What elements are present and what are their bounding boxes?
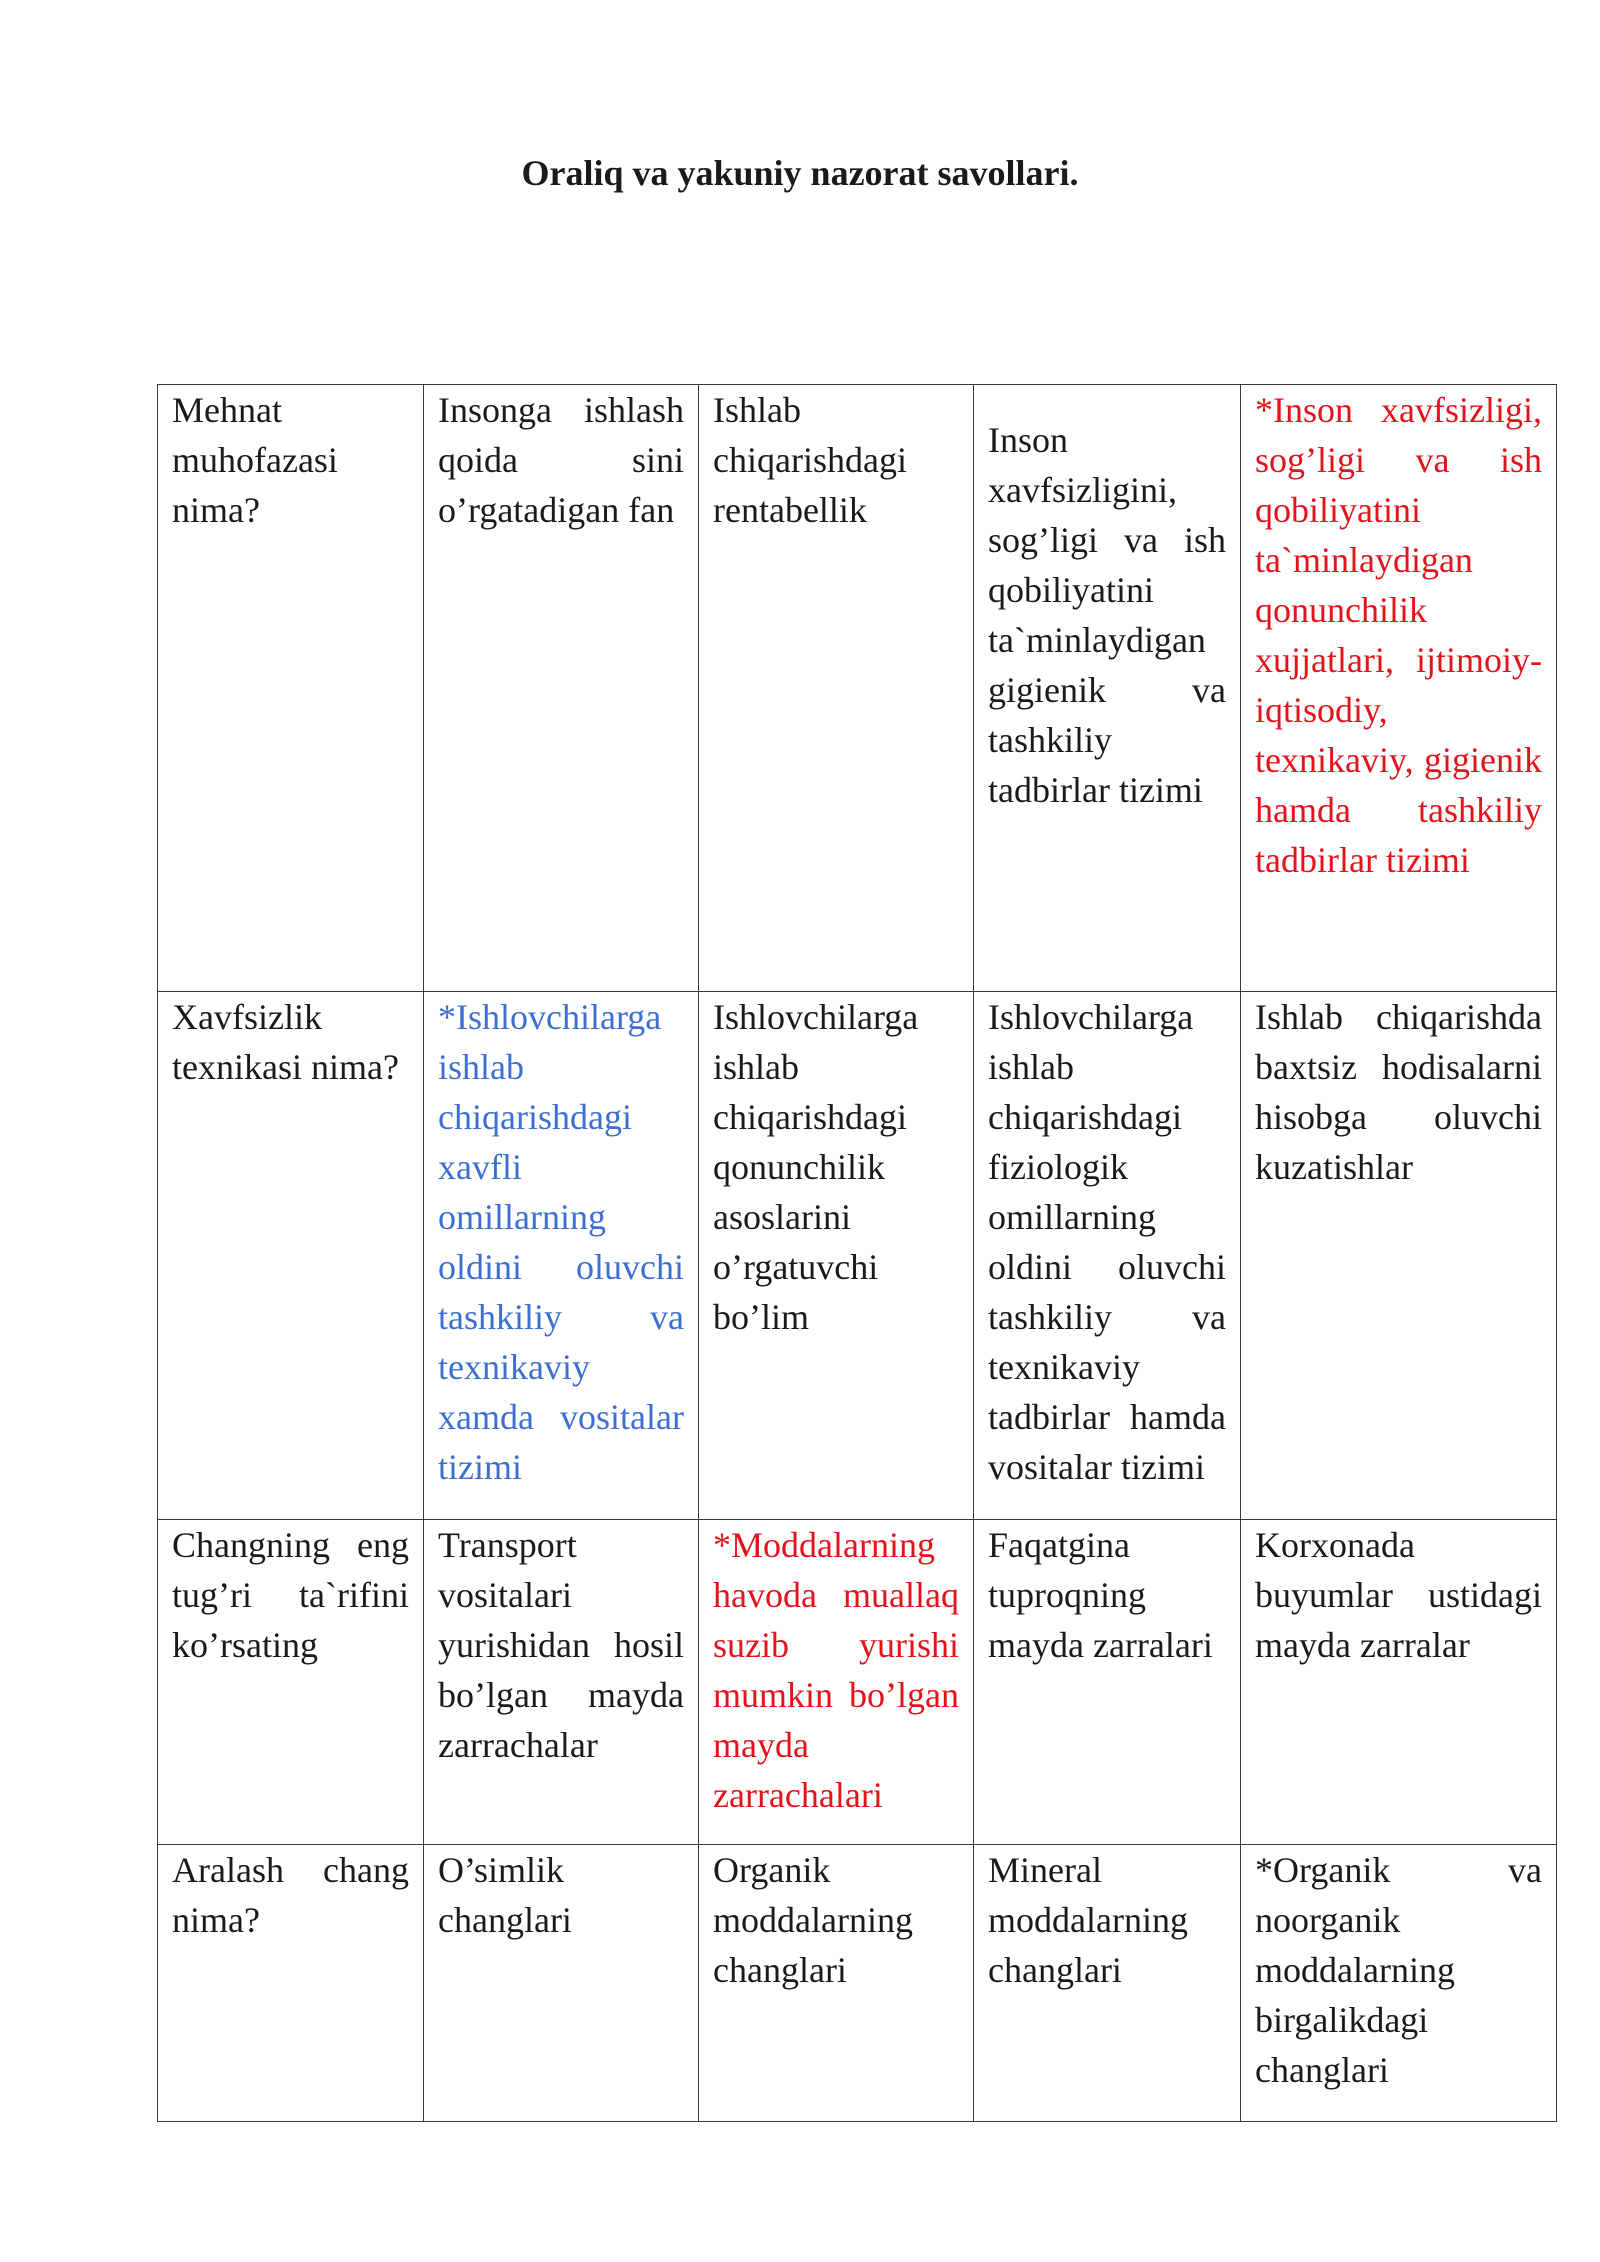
answer-option: O’simlik changlari <box>424 1845 699 2122</box>
question-cell: Aralash chang nima? <box>158 1845 424 2122</box>
page-title: Oraliq va yakuniy nazorat savollari. <box>521 153 1079 193</box>
answer-option: Ishlovchilarga ishlab chiqarishdagi qonunchilik asoslarini o’rgatuvchi bo’lim <box>699 992 974 1520</box>
answer-option: Ishlab chiqarishda baxtsiz hodisalarni hisobga oluvchi kuzatishlar <box>1241 992 1557 1520</box>
answer-option: Organik moddalarning changlari <box>699 1845 974 2122</box>
answer-option: Mineral moddalarning changlari <box>974 1845 1241 2122</box>
answer-option: Ishlovchilarga ishlab chiqarishdagi fiziologik omillarning oldini oluvchi tashkiliy va texnikaviy tadbirlar hamda vositalar tizimi <box>974 992 1241 1520</box>
answer-option: Korxonada buyumlar ustidagi mayda zarralar <box>1241 1520 1557 1845</box>
correct-answer-option: *Organik va noorganik moddalarning birgalikdagi changlari <box>1241 1845 1557 2122</box>
table-row <box>158 385 1557 992</box>
table-row <box>158 1845 1557 2122</box>
answer-option: Faqatgina tuproqning mayda zarralari <box>974 1520 1241 1845</box>
answer-option: Insonga ishlash qoida sini o’rgatadigan fan <box>424 385 699 992</box>
correct-answer-option: *Ishlovchilarga ishlab chiqarishdagi xavfli omillarning oldini oluvchi tashkiliy va texnikaviy xamda vositalar tizimi <box>424 992 699 1520</box>
table-row <box>158 992 1557 1520</box>
question-cell: Xavfsizlik texnikasi nima? <box>158 992 424 1520</box>
answer-option: Ishlab chiqarishdagi rentabellik <box>699 385 974 992</box>
question-cell: Changning eng tug’ri ta`rifini ko’rsating <box>158 1520 424 1845</box>
answer-option: Transport vositalari yurishidan hosil bo’lgan mayda zarrachalar <box>424 1520 699 1845</box>
correct-answer-option: *Moddalarning havoda muallaq suzib yurishi mumkin bo’lgan mayda zarrachalari <box>699 1520 974 1845</box>
correct-answer-option: *Inson xavfsizligi, sog’ligi va ish qobiliyatini ta`minlaydigan qonunchilik xujjatlari, ijtimoiy-iqtisodiy, texnikaviy, gigienik hamda tashkiliy tadbirlar tizimi <box>1241 385 1557 992</box>
question-cell: Mehnat muhofazasi nima? <box>158 385 424 992</box>
table-row <box>158 1520 1557 1845</box>
quiz-table <box>157 384 1557 2122</box>
answer-option: Inson xavfsizligini, sog’ligi va ish qobiliyatini ta`minlaydigan gigienik va tashkiliy tadbirlar tizimi <box>974 385 1241 992</box>
